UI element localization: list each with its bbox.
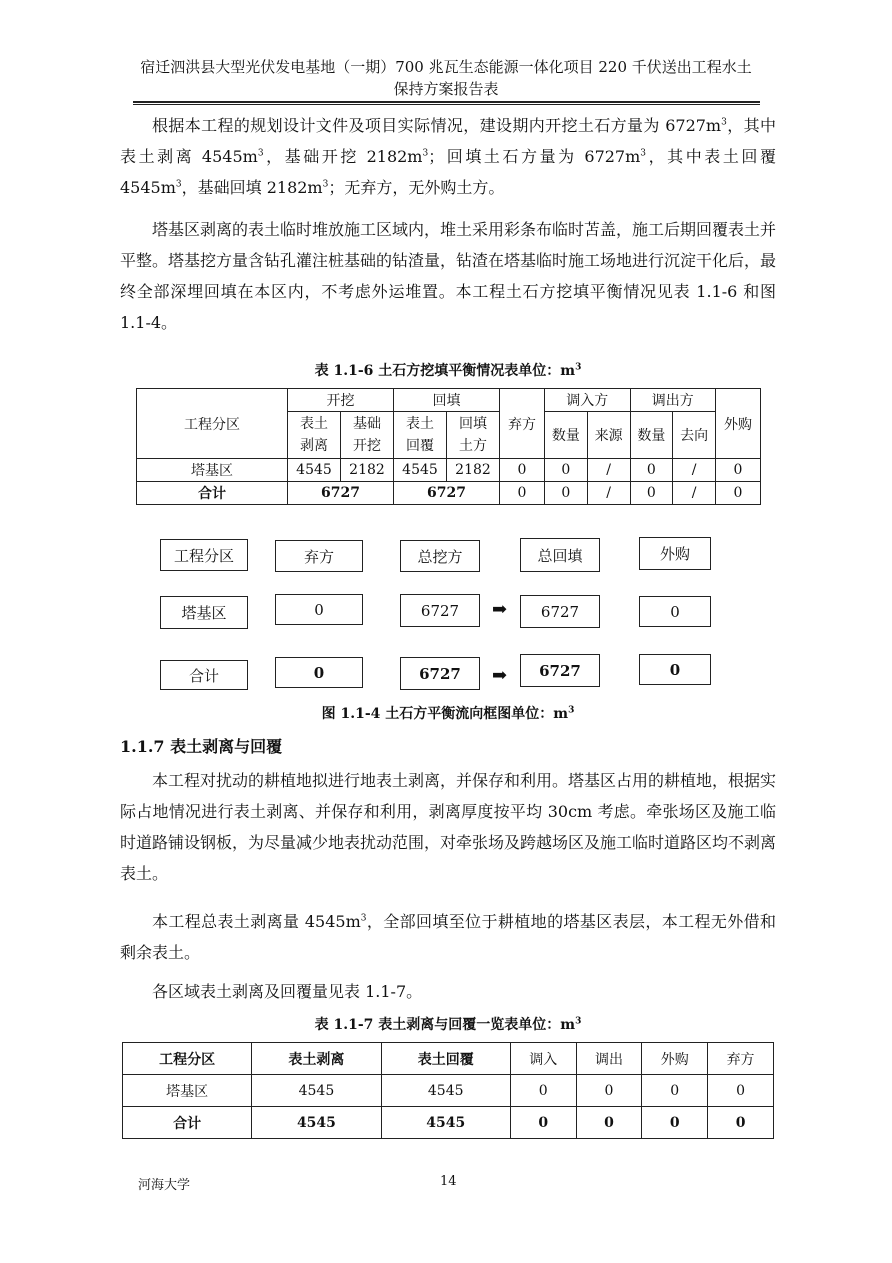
flow-waste-tower: 0	[275, 594, 363, 625]
th-out-dest: 去向	[673, 412, 716, 459]
flow-arrow-icon: ➡	[492, 665, 508, 686]
paragraph-table-ref: 各区域表土剥离及回覆量见表 1.1-7。	[152, 982, 423, 1001]
header-rule	[133, 101, 760, 103]
table-total-row: 合计 6727 6727 0 0 / 0 / 0	[137, 482, 761, 505]
th-topsoil-strip: 表土剥离	[288, 412, 341, 459]
flow-zone-total: 合计	[160, 660, 248, 690]
figure-caption: 图 1.1-4 土石方平衡流向框图单位：$m^3$	[321, 705, 575, 722]
th-out: 调出方	[630, 389, 716, 412]
flow-zone-tower: 塔基区	[160, 596, 248, 629]
flow-fill-tower: 6727	[520, 595, 600, 628]
flow-header-waste: 弃方	[275, 540, 363, 572]
flow-fill-total: 6727	[520, 654, 600, 687]
flow-exc-total: 6727	[400, 657, 480, 690]
table-total-row: 合计 4545 4545 0 0 0 0	[123, 1107, 774, 1139]
flow-exc-tower: 6727	[400, 594, 480, 627]
table2-caption: 表 1.1-7 表土剥离与回覆一览表单位：$m^3$	[314, 1016, 582, 1033]
th-backfill: 回填土方	[447, 412, 500, 459]
th-fill: 回填	[394, 389, 500, 412]
th-base-exc: 基础开挖	[341, 412, 394, 459]
table1-caption: 表 1.1-6 土石方挖填平衡情况表单位：$m^3$	[314, 362, 582, 379]
th-excavation: 开挖	[288, 389, 394, 412]
earthwork-balance-table	[136, 388, 761, 505]
th-topsoil-cover: 表土回覆	[394, 412, 447, 459]
th-in: 调入方	[545, 389, 631, 412]
header-rule-thin	[133, 104, 760, 105]
table-row: 塔基区 4545 2182 4545 2182 0 0 / 0 / 0	[137, 459, 761, 482]
page-header	[110, 56, 782, 100]
header-line-1: 宿迁泗洪县大型光伏发电基地（一期）700 兆瓦生态能源一体化项目 220 千伏送出工程水土	[140, 58, 752, 76]
th-zone: 工程分区	[137, 389, 288, 459]
table-row: 塔基区 4545 4545 0 0 0 0	[123, 1075, 774, 1107]
paragraph-tower-zone: 塔基区剥离的表土临时堆放施工区域内，堆土采用彩条布临时苫盖，施工后期回覆表土并平整。塔基挖方量含钻孔灌注桩基础的钻渣量，钻渣在塔基临时施工场地进行沉淀干化后，最终全部深埋回填在本区内，不考虑外运堆置。本工程土石方挖填平衡情况见表 1.1-6 和图 1.1-4。	[120, 220, 777, 332]
flow-header-total-exc: 总挖方	[400, 540, 480, 572]
th-in-qty: 数量	[545, 412, 588, 459]
topsoil-table	[122, 1042, 774, 1139]
th-purchase: 外购	[716, 389, 761, 459]
header-line-2: 保持方案报告表	[393, 80, 499, 98]
page-number: 14	[440, 1174, 457, 1189]
flow-purchase-tower: 0	[639, 596, 711, 627]
paragraph-topsoil-strip: 本工程对扰动的耕植地拟进行地表土剥离，并保存和利用。塔基区占用的耕植地，根据实际占地情况进行表土剥离、并保存和利用，剥离厚度按平均 30cm 考虑。牵张场区及施工临时道路铺设钢板，为尽量减少地表扰动范围，对牵张场及跨越场区及施工临时道路区均不剥离表土。	[120, 771, 777, 883]
section-title: 1.1.7 表土剥离与回覆	[120, 737, 283, 756]
flow-waste-total: 0	[275, 657, 363, 688]
paragraph-earthwork-volume: 根据本工程的规划设计文件及项目实际情况，建设期内开挖土石方量为 $6727m^3$，其中表土剥离 $4545m^3$，基础开挖 $2182m^3$；回填土石方量为 $6727m^3$，其中表土回覆 $4545m^3$，基础回填 $2182m^3$；无弃方，无外购土方。	[120, 116, 776, 197]
flow-arrow-icon: ➡	[492, 599, 508, 620]
th-waste: 弃方	[500, 389, 545, 459]
flow-header-purchase: 外购	[639, 537, 711, 570]
th-in-source: 来源	[587, 412, 630, 459]
paragraph-topsoil-total: 本工程总表土剥离量 $4545m^3$，全部回填至位于耕植地的塔基区表层，本工程无外借和剩余表土。	[120, 912, 776, 962]
flow-header-zone: 工程分区	[160, 539, 248, 571]
flow-header-total-fill: 总回填	[520, 538, 600, 572]
flow-purchase-total: 0	[639, 654, 711, 685]
th-out-qty: 数量	[630, 412, 673, 459]
footer-org: 河海大学	[138, 1178, 191, 1193]
table-header-row: 工程分区 表土剥离 表土回覆 调入 调出 外购 弃方	[123, 1043, 774, 1075]
